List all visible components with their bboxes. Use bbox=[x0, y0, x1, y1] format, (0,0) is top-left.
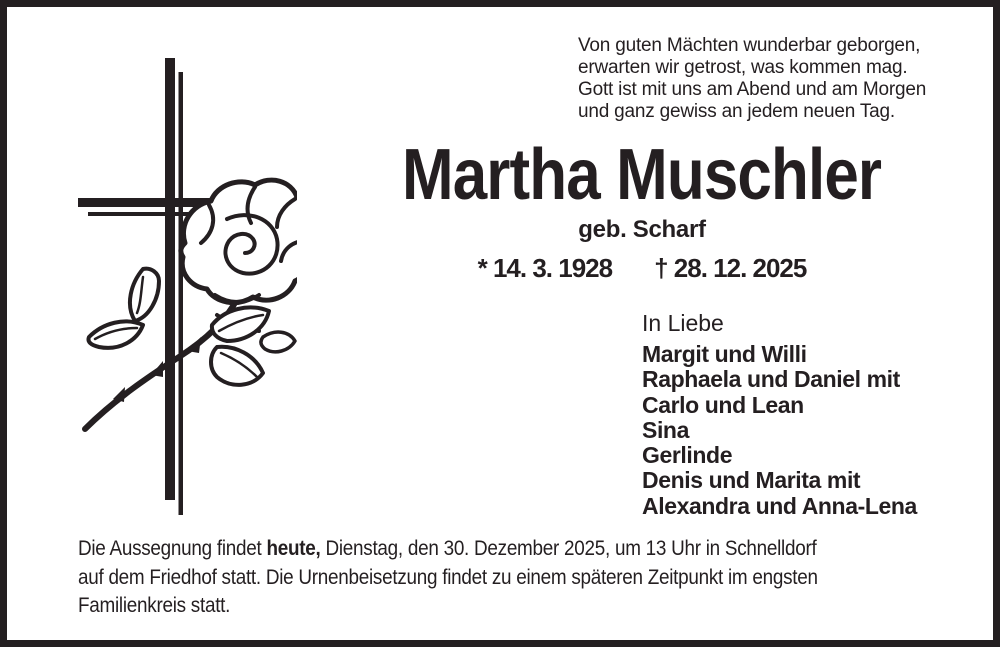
verse-line: und ganz gewiss an jedem neuen Tag. bbox=[578, 101, 895, 122]
memorial-verse bbox=[578, 35, 926, 123]
funeral-notice-today: heute, bbox=[266, 537, 321, 560]
birth-date: * 14. 3. 1928 bbox=[477, 253, 613, 283]
verse-line: erwarten wir getrost, was kommen mag. bbox=[578, 57, 908, 78]
mourner-name: Raphaela und Daniel mit bbox=[642, 366, 900, 393]
deceased-name: Martha Muschler bbox=[402, 135, 882, 215]
verse-line: Gott ist mit uns am Abend und am Morgen bbox=[578, 79, 927, 100]
life-dates bbox=[292, 253, 992, 284]
rose-icon bbox=[85, 180, 297, 429]
mourner-name: Alexandra und Anna-Lena bbox=[642, 492, 917, 519]
funeral-notice-text: Dienstag, den 30. Dezember 2025, um 13 Uhr in Schnelldorf bbox=[320, 537, 817, 560]
funeral-notice bbox=[78, 535, 818, 621]
cross-and-rose-illustration bbox=[67, 47, 297, 522]
mourner-name: Margit und Willi bbox=[642, 341, 807, 367]
deceased-name-wrap bbox=[292, 135, 992, 215]
mourners-intro: In Liebe bbox=[642, 310, 724, 336]
funeral-notice-line bbox=[78, 535, 818, 564]
funeral-notice-line: auf dem Friedhof statt. Die Urnenbeisetzung findet zu einem späteren Zeitpunkt im engsten bbox=[78, 565, 818, 589]
verse-line: Von guten Mächten wunderbar geborgen, bbox=[578, 35, 921, 56]
mourner-name: Denis und Marita mit bbox=[642, 467, 861, 494]
funeral-notice-text: Die Aussegnung findet bbox=[78, 537, 267, 560]
death-date: † 28. 12. 2025 bbox=[654, 253, 807, 283]
mourner-name: Carlo und Lean bbox=[642, 391, 804, 418]
funeral-notice-line: Familienkreis statt. bbox=[78, 594, 231, 617]
mourners-list bbox=[642, 311, 917, 519]
mourner-name: Sina bbox=[642, 416, 689, 443]
mourner-name: Gerlinde bbox=[642, 442, 733, 469]
maiden-name: geb. Scharf bbox=[578, 216, 706, 243]
